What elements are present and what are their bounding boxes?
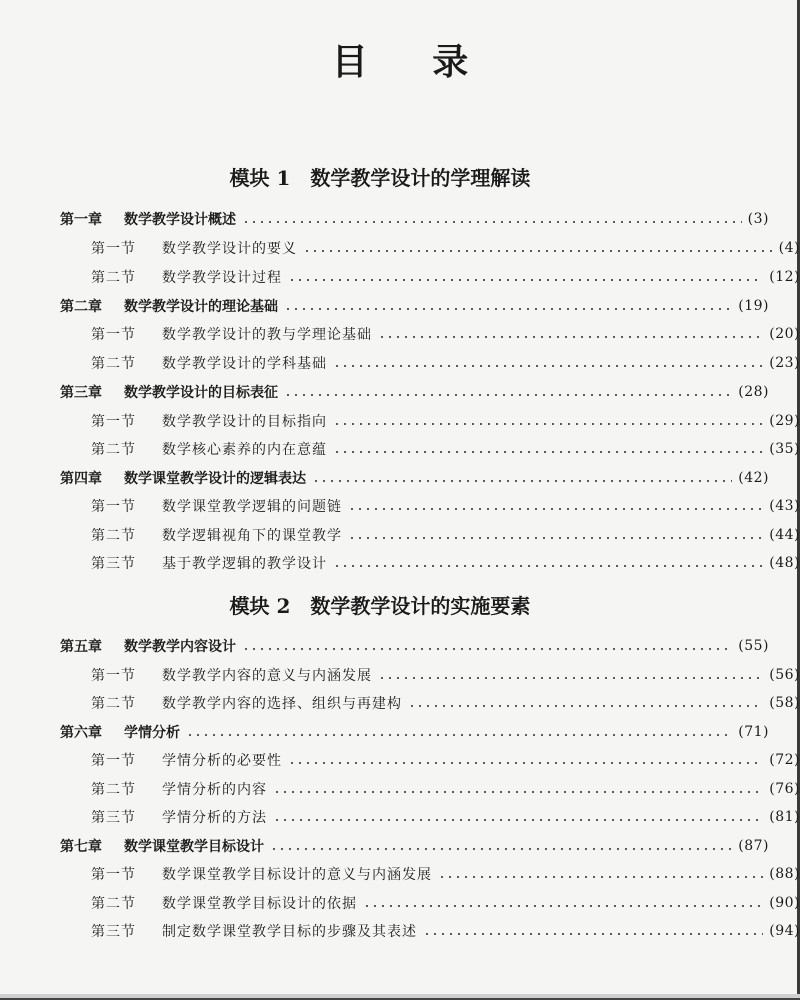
page-number: (3): [747, 211, 769, 227]
section-title: 数学教学内容的选择、组织与再建构: [162, 696, 402, 712]
dot-leader: [242, 648, 732, 650]
dot-leader: [270, 848, 732, 850]
section-number: 第一节: [91, 499, 136, 515]
dot-leader: [273, 791, 763, 793]
section-title: 数学教学内容的意义与内涵发展: [162, 668, 372, 684]
toc-chapter-4[interactable]: [0, 467, 800, 489]
toc-chapter-6[interactable]: [0, 721, 800, 743]
chapter-number: 第七章: [60, 839, 102, 855]
dot-leader: [288, 762, 763, 764]
section-title: 数学课堂教学目标设计的依据: [162, 896, 357, 912]
section-title: 学情分析的必要性: [162, 753, 282, 769]
section-number: 第三节: [91, 810, 136, 826]
toc-section-4-1[interactable]: [0, 495, 800, 517]
chapter-number: 第二章: [60, 299, 102, 315]
toc-section-2-2[interactable]: [0, 352, 800, 374]
toc-section-6-2[interactable]: [0, 778, 800, 800]
section-number: 第二节: [91, 442, 136, 458]
page-number: (88): [769, 866, 800, 882]
module-heading-1: 模块 1 数学教学设计的学理解读: [229, 166, 531, 190]
toc-section-1-1[interactable]: [0, 237, 800, 259]
toc-section-4-3[interactable]: [0, 552, 800, 574]
chapter-number: 第一章: [60, 212, 102, 228]
page-number: (72): [769, 752, 800, 768]
page-number: (43): [769, 498, 800, 514]
toc-section-7-1[interactable]: [0, 863, 800, 885]
section-title: 数学教学设计的学科基础: [162, 356, 327, 372]
dot-leader: [333, 565, 763, 567]
page-number: (71): [738, 724, 769, 740]
page-number: (90): [769, 895, 800, 911]
dot-leader: [333, 365, 763, 367]
page-number: (87): [738, 838, 769, 854]
dot-leader: [378, 336, 763, 338]
dot-leader: [312, 480, 732, 482]
page-number: (48): [769, 555, 800, 571]
section-number: 第二节: [91, 896, 136, 912]
section-number: 第一节: [91, 327, 136, 343]
toc-section-6-3[interactable]: [0, 806, 800, 828]
dot-leader: [284, 308, 732, 310]
section-number: 第一节: [91, 753, 136, 769]
section-number: 第二节: [91, 528, 136, 544]
section-number: 第一节: [91, 241, 136, 257]
chapter-number: 第六章: [60, 725, 102, 741]
section-number: 第二节: [91, 696, 136, 712]
page-number: (28): [738, 384, 769, 400]
toc-section-7-3[interactable]: [0, 920, 800, 942]
page-number: (12): [769, 269, 800, 285]
page-number: (56): [769, 667, 800, 683]
page-number: (44): [769, 527, 800, 543]
chapter-title: 数学教学设计概述: [124, 212, 236, 228]
page-number: (81): [769, 809, 800, 825]
section-title: 学情分析的方法: [162, 810, 267, 826]
page-number: (94): [769, 923, 800, 939]
chapter-title: 数学教学设计的目标表征: [124, 385, 278, 401]
section-title: 基于教学逻辑的教学设计: [162, 556, 327, 572]
section-title: 数学教学设计的目标指向: [162, 414, 327, 430]
toc-section-1-2[interactable]: [0, 266, 800, 288]
dot-leader: [363, 905, 763, 907]
page-number: (19): [738, 298, 769, 314]
toc-chapter-3[interactable]: [0, 381, 800, 403]
page-number: (20): [769, 326, 800, 342]
dot-leader: [273, 819, 763, 821]
dot-leader: [186, 734, 732, 736]
chapter-title: 数学教学设计的理论基础: [124, 299, 278, 315]
toc-chapter-1[interactable]: [0, 208, 800, 230]
dot-leader: [284, 394, 732, 396]
section-number: 第二节: [91, 356, 136, 372]
toc-chapter-5[interactable]: [0, 635, 800, 657]
chapter-title: 数学课堂教学目标设计: [124, 839, 264, 855]
page-number: (58): [769, 695, 800, 711]
section-number: 第三节: [91, 924, 136, 940]
dot-leader: [348, 508, 763, 510]
page-number: (4): [778, 240, 800, 256]
chapter-number: 第三章: [60, 385, 102, 401]
toc-section-3-2[interactable]: [0, 438, 800, 460]
section-title: 数学逻辑视角下的课堂教学: [162, 528, 342, 544]
toc-section-6-1[interactable]: [0, 749, 800, 771]
toc-chapter-2[interactable]: [0, 295, 800, 317]
page-title: 目 录: [331, 42, 495, 83]
toc-section-3-1[interactable]: [0, 410, 800, 432]
toc-section-7-2[interactable]: [0, 892, 800, 914]
dot-leader: [288, 279, 763, 281]
section-title: 数学核心素养的内在意蕴: [162, 442, 327, 458]
section-title: 数学课堂教学逻辑的问题链: [162, 499, 342, 515]
section-number: 第二节: [91, 270, 136, 286]
dot-leader: [242, 221, 742, 223]
chapter-title: 数学教学内容设计: [124, 639, 236, 655]
page-number: (55): [738, 638, 769, 654]
page-number: (35): [769, 441, 800, 457]
toc-section-5-2[interactable]: [0, 692, 800, 714]
section-title: 学情分析的内容: [162, 782, 267, 798]
module-heading-2: 模块 2 数学教学设计的实施要素: [229, 594, 531, 618]
section-title: 数学课堂教学目标设计的意义与内涵发展: [162, 867, 432, 883]
dot-leader: [348, 537, 763, 539]
page-number: (42): [738, 470, 769, 486]
section-number: 第一节: [91, 414, 136, 430]
dot-leader: [408, 705, 763, 707]
chapter-title: 学情分析: [124, 725, 180, 741]
toc-section-2-1[interactable]: [0, 323, 800, 345]
chapter-number: 第四章: [60, 471, 102, 487]
dot-leader: [423, 933, 763, 935]
dot-leader: [333, 423, 763, 425]
chapter-number: 第五章: [60, 639, 102, 655]
section-title: 数学教学设计过程: [162, 270, 282, 286]
page-number: (76): [769, 781, 800, 797]
dot-leader: [378, 677, 763, 679]
section-title: 数学教学设计的要义: [162, 241, 297, 257]
dot-leader: [303, 250, 773, 252]
section-number: 第三节: [91, 556, 136, 572]
section-title: 数学教学设计的教与学理论基础: [162, 327, 372, 343]
dot-leader: [333, 451, 763, 453]
chapter-title: 数学课堂教学设计的逻辑表达: [124, 471, 306, 487]
toc-section-5-1[interactable]: [0, 664, 800, 686]
section-title: 制定数学课堂教学目标的步骤及其表述: [162, 924, 417, 940]
page-number: (23): [769, 355, 800, 371]
toc-section-4-2[interactable]: [0, 524, 800, 546]
toc-chapter-7[interactable]: [0, 835, 800, 857]
section-number: 第一节: [91, 668, 136, 684]
page-number: (29): [769, 413, 800, 429]
section-number: 第一节: [91, 867, 136, 883]
section-number: 第二节: [91, 782, 136, 798]
dot-leader: [438, 876, 763, 878]
